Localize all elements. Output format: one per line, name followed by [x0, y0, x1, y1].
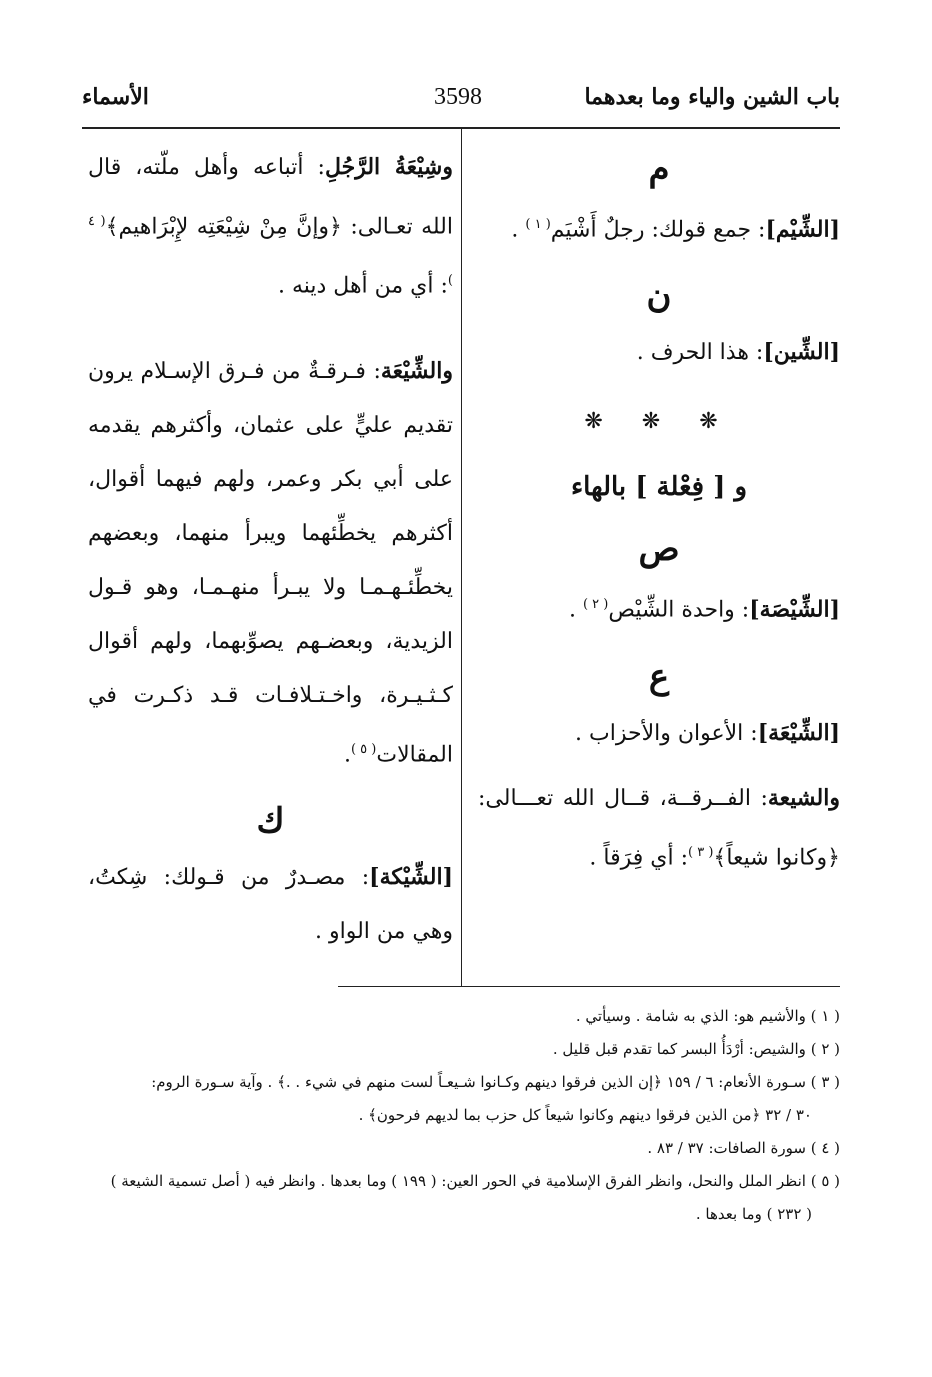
entry-shia-sect [88, 344, 453, 782]
entry-shaym: [الشِّيْم]: جمع قولك: رجلٌ أَشْيَم$^{( ١ )}$ . [511, 216, 840, 243]
entry-tail: . [343, 741, 351, 767]
entry-tail: : أي فِرَقاً . [589, 844, 688, 870]
entry-shiat-alrajul [88, 140, 453, 314]
entry-tail: : أي من أهل دينه . [277, 273, 448, 299]
footnote-1: ( ١ ) والأشيم هو: الذي به شامة . وسيأتي . [575, 1007, 840, 1025]
entry-headword: [الشِّيْعَة] [757, 719, 840, 746]
entry-headword: [الشِّيْكة] [369, 863, 453, 890]
footnote-3: ( ٣ ) سـورة الأنعام: ٦ / ١٥٩ ﴿إن الذين فرقوا دينهم وكـانوا شـيعـاً لست منهم في شيء . .﴾ . وآية سـورة الروم: [151, 1073, 840, 1091]
right-column [478, 140, 840, 895]
section-separator-stars: ❋ ❋ ❋ [584, 409, 734, 435]
entry-headword: وشِيْعَةُ الرَّجُلِ [324, 154, 453, 180]
subsection-heading: و [ فِعْلة ] بالهاء [570, 472, 748, 503]
letter-heading-ayn: ع [648, 656, 670, 697]
entry-headword: [الشِّيْصَة] [749, 596, 840, 623]
letter-heading-nun: ن [646, 276, 672, 317]
entry-text: : الأعوان والأحزاب . [575, 720, 758, 746]
page-header [82, 84, 840, 124]
footnote-ref: ( ١ ) [525, 217, 551, 232]
chapter-title: باب الشين والياء وما بعدهما [584, 84, 840, 110]
entry-text: : واحدة الشِّيْص [608, 597, 750, 623]
entry-shaysa: [الشِّيْصَة]: واحدة الشِّيْص$^{( ٢ )}$ . [568, 596, 840, 623]
footnotes [92, 1000, 840, 1231]
entry-text: : الفــرقــة، قــال الله تعـــالى: ﴿وكانوا شيعاً﴾ [478, 785, 840, 870]
entry-text: : جمع قولك: رجلٌ أَشْيَم [550, 217, 766, 243]
entry-headword: والشيعة [767, 784, 840, 811]
footnote-2: ( ٢ ) والشيص: أرْدَأُ البسر كما تقدم قبل قليل . [552, 1040, 840, 1058]
entry-headword: [الشِّيْم] [765, 216, 840, 243]
footnote-ref: ( ٥ ) [350, 741, 377, 757]
entry-headword: [الشِّين] [763, 339, 840, 366]
footnote-ref: ( ٢ ) [582, 597, 609, 613]
column-divider [461, 128, 462, 986]
footnote-3-continued: ٣٠ / ٣٢ ﴿من الذين فرقوا دينهم وكانوا شيعاً كل حزب بما لديهم فرحون﴾ . [358, 1106, 812, 1124]
footnotes-rule [338, 986, 840, 987]
footnote-4: ( ٤ ) سورة الصافات: ٣٧ / ٨٣ . [647, 1139, 840, 1157]
entry-shin [478, 325, 840, 380]
entry-shia [478, 706, 840, 761]
entry-headword: والشِّيْعَة [380, 357, 453, 384]
entry-shia-firqa [478, 771, 840, 885]
page-number: 3598 [434, 84, 482, 110]
letter-heading-sad: ص [638, 529, 680, 570]
footnote-ref: ( ٤ ) [88, 214, 453, 289]
section-title: الأسماء [82, 84, 149, 110]
footnote-ref: ( ٣ ) [688, 844, 714, 860]
letter-heading-mim: م [648, 149, 670, 189]
footnote-5: ( ٥ ) انظر الملل والنحل، وانظر الفرق الإسلامية في الحور العين: ( ١٩٩ ) وما بعدها . وانظر فيه ( أصل تسمية الشيعة ) [110, 1172, 840, 1190]
entry-text: : أتباعه وأهل ملّته، قال الله تعـالى: ﴿وإنَّ مِنْ شِيْعَتِه لإِبْرَاهيم﴾ [88, 155, 453, 240]
left-column [88, 140, 453, 969]
entry-text: : هذا الحرف . [636, 340, 764, 366]
letter-heading-kaf: ك [256, 800, 285, 841]
footnote-5-continued: ( ٢٣٢ ) وما بعدها . [695, 1205, 812, 1223]
entry-text: : مصـدرٌ من قـولك: شِكتُ، وهي من الواو . [88, 864, 453, 944]
entry-shayka [88, 850, 453, 959]
entry-text: : فـرقـةٌ من فـرق الإسـلام يرون تقديم عليٍّ على عثمان، وأكثرهم يقدمه على أبي بكر وعمر، ولهم فيهما أقوال، أكثرهم يخطِّئهما ويبرأ منهما، وبعضهم يخطِّئـهـمـا ولا يبـرأ منهـمـا، وهو قـول الزيدية، وبعضـهم يصوِّبهما، ولهم أقوال كـثـيـرة، واخـتـلافـات قـد ذكـرت في المقالات [88, 358, 453, 767]
